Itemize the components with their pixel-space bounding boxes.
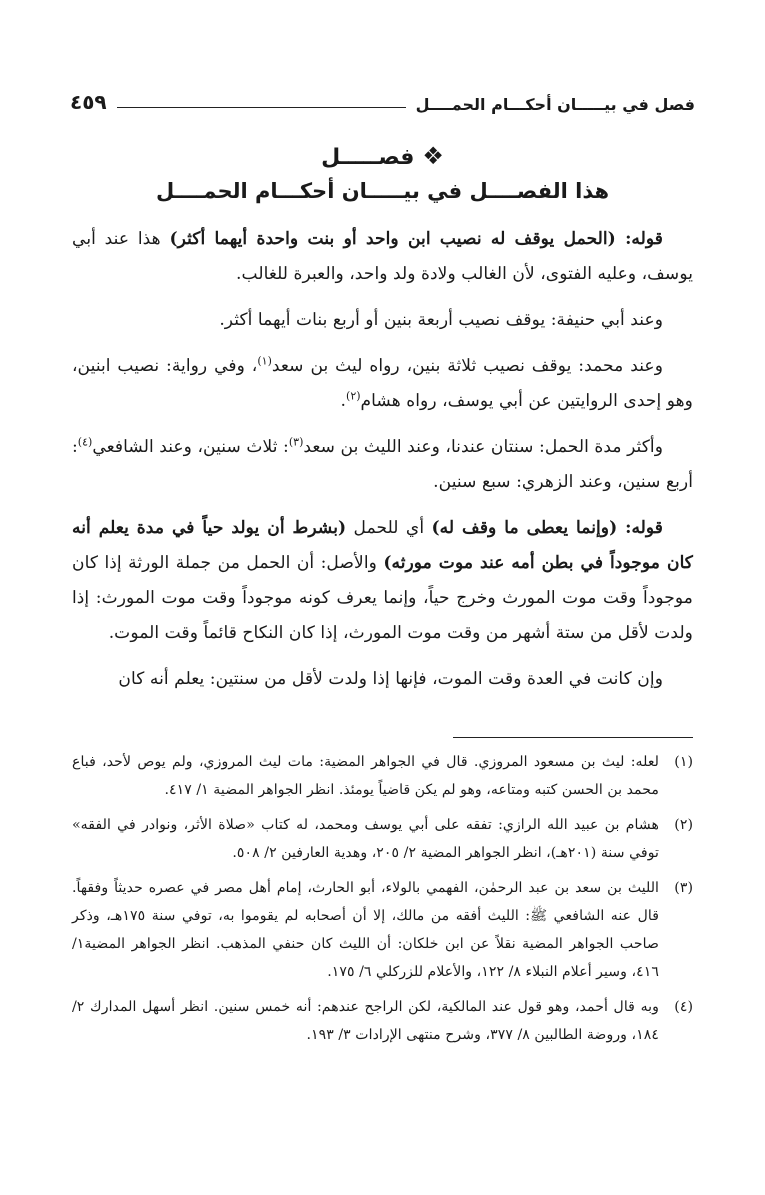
header-rule: [117, 107, 406, 108]
footnote-ref[interactable]: (٢): [346, 389, 361, 403]
paragraph-text: ، وفي رواية: نصيب ابنين، وهو إحدى الروايتين عن أبي يوسف، رواه هشام: [72, 356, 693, 411]
quote-condition: (بشرط أن يولد حياً في مدة يعلم أنه كان موجوداً في بطن أمه عند موت مورثه): [72, 518, 693, 573]
running-title: فصل في بيـــــان أحكـــام الحمــــل: [415, 95, 695, 114]
footnote-text: وبه قال أحمد، وهو قول عند المالكية، لكن الراجح عندهم: أنه خمس سنين. انظر أسهل المدارك ٢/ ١٨٤، وروضة الطالبين ٨/ ٣٧٧، وشرح منتهى الإرادات ٣/ ١٩٣.: [72, 999, 659, 1043]
footnote-text: لعله: ليث بن مسعود المروزي. قال في الجواهر المضية: مات ليث المروزي، ولم يوص لأحد، فباع محمد بن الحسن كتبه ومتاعه، وهو لم يكن قاضياً يومئذ. انظر الجواهر المضية ١/ ٤١٧.: [72, 754, 659, 798]
section-heading: [0, 140, 765, 208]
footnote-number: (٤): [674, 999, 693, 1015]
footnote-item: [72, 874, 693, 986]
footnote-item: [72, 748, 693, 804]
footnote-item: [72, 811, 693, 867]
section-title: هذا الفصــــل في بيـــــان أحكـــام الحمــــل: [155, 179, 610, 203]
footnote-divider: [453, 737, 693, 738]
section-mark: [0, 140, 765, 174]
footnote-ref[interactable]: (١): [257, 354, 272, 368]
footnote-ref[interactable]: (٤): [77, 435, 93, 449]
paragraph-text: والأصل: أن الحمل من جملة الورثة إذا كان موجوداً وقت موت المورث وخرج حياً، وإنما يعرف كونه موجوداً وقت موت المورث: إذا ولدت لأقل من ستة أشهر من وقت موت المورث، إذا كان النكاح قائماً وقت الموت.: [72, 553, 693, 643]
paragraph-text: وعند أبي حنيفة: يوقف نصيب أربعة بنين أو أربع بنات أيهما أكثر.: [219, 310, 663, 330]
footnote-item: [72, 993, 693, 1049]
quote-lead: قوله: (الحمل يوقف له نصيب ابن واحد أو بنت واحدة أيهما أكثر): [169, 229, 663, 249]
diamond-ornament-icon: ❖: [422, 142, 444, 170]
footnote-number: (٢): [674, 817, 693, 833]
page-header: [70, 86, 695, 114]
section-mark-label: فصـــــل: [321, 145, 415, 170]
paragraph-text: هذا عند أبي يوسف، وعليه الفتوى، لأن الغالب ولادة ولد واحد، والعبرة للغالب.: [72, 229, 693, 284]
paragraph-1: [72, 222, 693, 292]
paragraph-text: : أربع سنين، وعند الزهري: سبع سنين.: [72, 437, 693, 492]
page-number: ٤٥٩: [70, 90, 107, 114]
footnote-text: الليث بن سعد بن عبد الرحمٰن، الفهمي بالولاء، أبو الحارث، إمام أهل مصر في عصره حديثاً وفقهاً. قال عنه الشافعي ﷺ: الليث أفقه من مالك، إلا أن أصحابه لم يقوموا به، توفي سنة ١٧٥هـ، وذكر صاحب الجواهر المضية نقلاً عن ابن خلكان: أن الليث كان حنفي المذهب. انظر الجواهر المضية١/ ٤١٦، وسير أعلام النبلاء ٨/ ١٢٢، والأعلام للزركلي ٦/ ١٧٥.: [72, 880, 659, 980]
paragraph-text: وإن كانت في العدة وقت الموت، فإنها إذا ولدت لأقل من سنتين: يعلم أنه كان: [118, 669, 663, 689]
paragraph-text: وأكثر مدة الحمل: سنتان عندنا، وعند الليث بن سعد: [303, 437, 663, 457]
footnotes: [72, 748, 693, 1056]
paragraph-text: وعند محمد: يوقف نصيب ثلاثة بنين، رواه ليث بن سعد: [271, 356, 663, 376]
footnote-text: هشام بن عبيد الله الرازي: تفقه على أبي يوسف ومحمد، له كتاب «صلاة الأثر، ونوادر في الفقه» توفي سنة (٢٠١هـ)، انظر الجواهر المضية ٢/ ٢٠٥، وهدية العارفين ٢/ ٥٠٨.: [72, 817, 659, 861]
paragraph-text: : ثلاث سنين، وعند الشافعي: [92, 437, 289, 457]
paragraph-text: .: [340, 391, 347, 411]
footnote-ref[interactable]: (٣): [288, 435, 304, 449]
paragraph-5: [72, 511, 693, 651]
paragraph-text: أي للحمل: [346, 518, 432, 538]
paragraph-2: [72, 303, 693, 338]
paragraph-6: [72, 662, 693, 697]
footnote-number: (١): [674, 754, 693, 770]
quote-lead: قوله: (وإنما يعطى ما وقف له): [431, 518, 664, 538]
paragraph-3: [72, 349, 693, 419]
paragraph-4: [72, 430, 693, 500]
footnote-number: (٣): [674, 880, 693, 896]
main-text: [72, 222, 693, 708]
